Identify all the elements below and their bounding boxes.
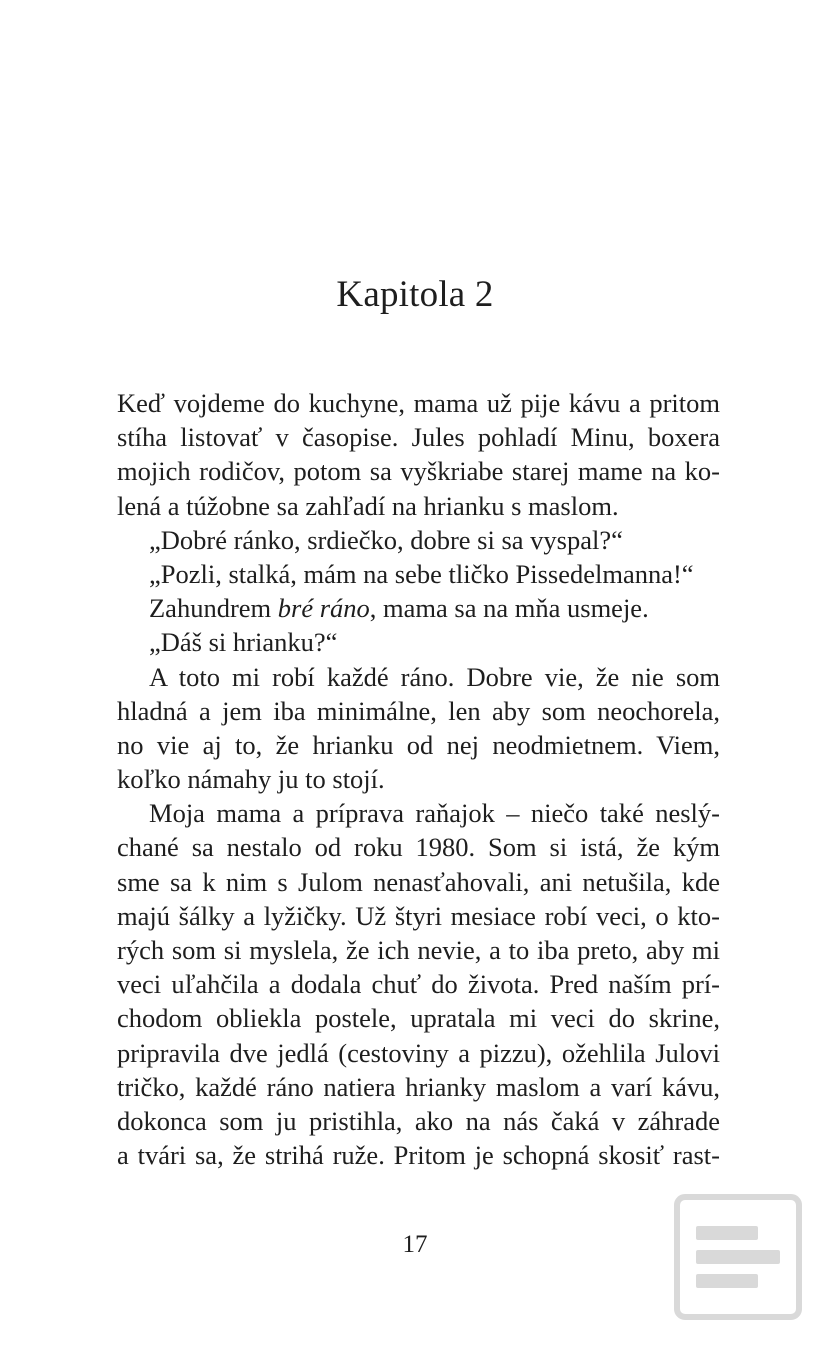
text-line: dokonca som ju pristihla, ako na nás čaká v záhrade xyxy=(117,1105,720,1136)
text-line: veci uľahčila a dodala chuť do života. Pred naším prí- xyxy=(117,969,720,1000)
text-line: majú šálky a lyžičky. Už štyri mesiace robí veci, o kto- xyxy=(117,900,720,931)
text-line xyxy=(117,591,720,625)
chapter-title: Kapitola 2 xyxy=(336,274,494,315)
text-line: chodom obliekla postele, upratala mi veci do skrine, xyxy=(117,1003,720,1034)
text-segment: , mama sa na mňa usmeje. xyxy=(369,593,649,624)
text-line: stíha listovať v časopise. Jules pohladí Minu, boxera xyxy=(117,422,720,453)
text-line: Moja mama a príprava raňajok – niečo také neslý- xyxy=(149,798,720,829)
text-line: a tvári sa, že strihá ruže. Pritom je schopná skosiť rast- xyxy=(117,1140,720,1171)
text-line: pripravila dve jedlá (cestoviny a pizzu), ožehlila Julovi xyxy=(117,1037,720,1068)
text-line: koľko námahy ju to stojí. xyxy=(117,764,385,795)
text-line: lená a túžobne sa zahľadí na hrianku s maslom. xyxy=(117,490,619,521)
page-number: 17 xyxy=(402,1231,428,1258)
text-line: sme sa k nim s Julom nenasťahovali, ani netušila, kde xyxy=(117,866,720,897)
text-line: tričko, každé ráno natiera hrianky maslom a varí kávu, xyxy=(117,1071,720,1102)
italic-phrase: bré ráno xyxy=(277,593,370,624)
text-line: no vie aj to, že hrianku od nej neodmietnem. Viem, xyxy=(117,729,720,760)
text-segment: Zahundrem xyxy=(149,593,272,624)
text-line: A toto mi robí každé ráno. Dobre vie, že nie som xyxy=(149,661,720,692)
text-line: hladná a jem iba minimálne, len aby som neochorela, xyxy=(117,695,720,726)
dialogue-line: „Dobré ránko, srdiečko, dobre si sa vyspal?“ xyxy=(149,524,623,555)
body-text xyxy=(117,386,720,1172)
text-line: mojich rodičov, potom sa vyškriabe starej mame na ko- xyxy=(117,456,720,487)
text-line: Keď vojdeme do kuchyne, mama už pije kávu a pritom xyxy=(117,388,720,418)
text-line: rých som si myslela, že ich nevie, a to iba preto, aby mi xyxy=(117,935,720,965)
dialogue-line: „Dáš si hrianku?“ xyxy=(149,627,338,658)
dialogue-line: „Pozli, stalká, mám na sebe tličko Pissedelmanna!“ xyxy=(149,558,694,589)
text-line: chané sa nestalo od roku 1980. Som si istá, že kým xyxy=(117,832,720,863)
document-lines-icon xyxy=(672,1192,804,1322)
